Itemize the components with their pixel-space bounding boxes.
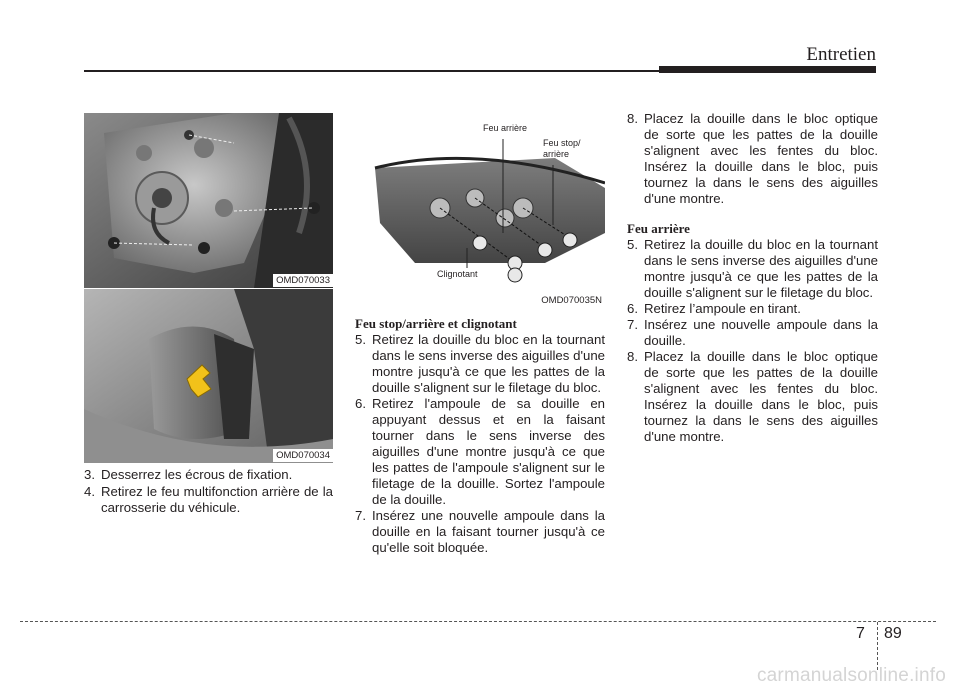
step-number: 5. [355,332,366,347]
callout-tail-lamp: Feu arrière [483,123,528,133]
step-number: 7. [355,508,366,523]
watermark: carmanualsonline.info [756,665,946,686]
left-column-text [84,467,333,516]
step-item [627,317,878,349]
chapter-number: 7 [856,625,865,642]
step-text: Insérez une nouvelle ampoule dans la douille. [644,317,878,348]
step-item [355,396,605,508]
photo-rear-lamp-nuts [84,113,333,288]
step-item [627,301,878,317]
step-item [355,332,605,396]
step-item [84,467,333,483]
step-text: Retirez la douille du bloc en la tournant dans le sens inverse des aiguilles d'une montre jusqu'à ce que les pattes de la douille s'alignent sur le filetage du bloc. [372,332,605,395]
step-text: Insérez une nouvelle ampoule dans la douille en la faisant tourner jusqu'à ce qu'elle soit bloquée. [372,508,605,555]
step-number: 5. [627,237,638,252]
page-header-title: Entretien [806,44,876,65]
callout-stop-lamp-line1: Feu stop/ [543,138,581,148]
step-text: Retirez l'ampoule de sa douille en appuyant dessus et en la faisant tourner dans le sens inverse des aiguilles d'une montre jusqu'à ce que les pattes de l'ampoule s'alignent sur le filetage de la douille. Sortez l'ampoule de la douille. [372,396,605,507]
figure-caption: OMD070035N [538,294,605,307]
callout-stop-lamp-line2: arrière [543,149,570,159]
footer-dashed-rule [20,621,936,622]
diagram-rear-lamp-bulbs [355,113,605,308]
rear-lamp-removal-illustration [84,289,333,463]
figure-caption: OMD070034 [273,449,333,462]
step-item [627,111,878,207]
section-heading: Feu stop/arrière et clignotant [355,316,517,331]
step-number: 6. [355,396,366,411]
right-column-text [627,111,878,445]
rear-lamp-nuts-illustration [84,113,333,288]
step-number: 7. [627,317,638,332]
page-number: 89 [884,625,902,642]
step-text: Retirez le feu multifonction arrière de la carrosserie du véhicule. [101,484,333,515]
photo-rear-lamp-removal [84,289,333,463]
step-text: Retirez l’ampoule en tirant. [644,301,801,316]
step-text: Retirez la douille du bloc en la tournant dans le sens inverse des aiguilles d'une montre jusqu'à ce que les pattes de la douille s'alignent sur le filetage du bloc. [644,237,878,300]
section-heading: Feu arrière [627,221,690,236]
step-item [84,484,333,516]
middle-column-text [355,316,605,556]
figure-caption: OMD070033 [273,274,333,287]
step-item [627,237,878,301]
step-number: 3. [84,467,95,482]
header-rule-thin [84,70,659,72]
step-text: Desserrez les écrous de fixation. [101,467,293,482]
callout-turn-signal: Clignotant [437,269,478,279]
step-item [355,508,605,556]
footer-vertical-divider [877,622,878,670]
step-item [627,349,878,445]
step-text: Placez la douille dans le bloc optique de sorte que les pattes de la douille s'alignent avec les fentes du bloc. Insérez la douille dans le bloc, puis tournez la dans le sens des aiguilles d'une montre. [644,111,878,206]
step-number: 8. [627,111,638,126]
header-rule-thick [659,66,876,73]
step-number: 6. [627,301,638,316]
step-number: 4. [84,484,95,499]
step-text: Placez la douille dans le bloc optique de sorte que les pattes de la douille s'alignent avec les fentes du bloc. Insérez la douille dans le bloc, puis tournez la dans le sens des aiguilles d'une montre. [644,349,878,444]
step-number: 8. [627,349,638,364]
